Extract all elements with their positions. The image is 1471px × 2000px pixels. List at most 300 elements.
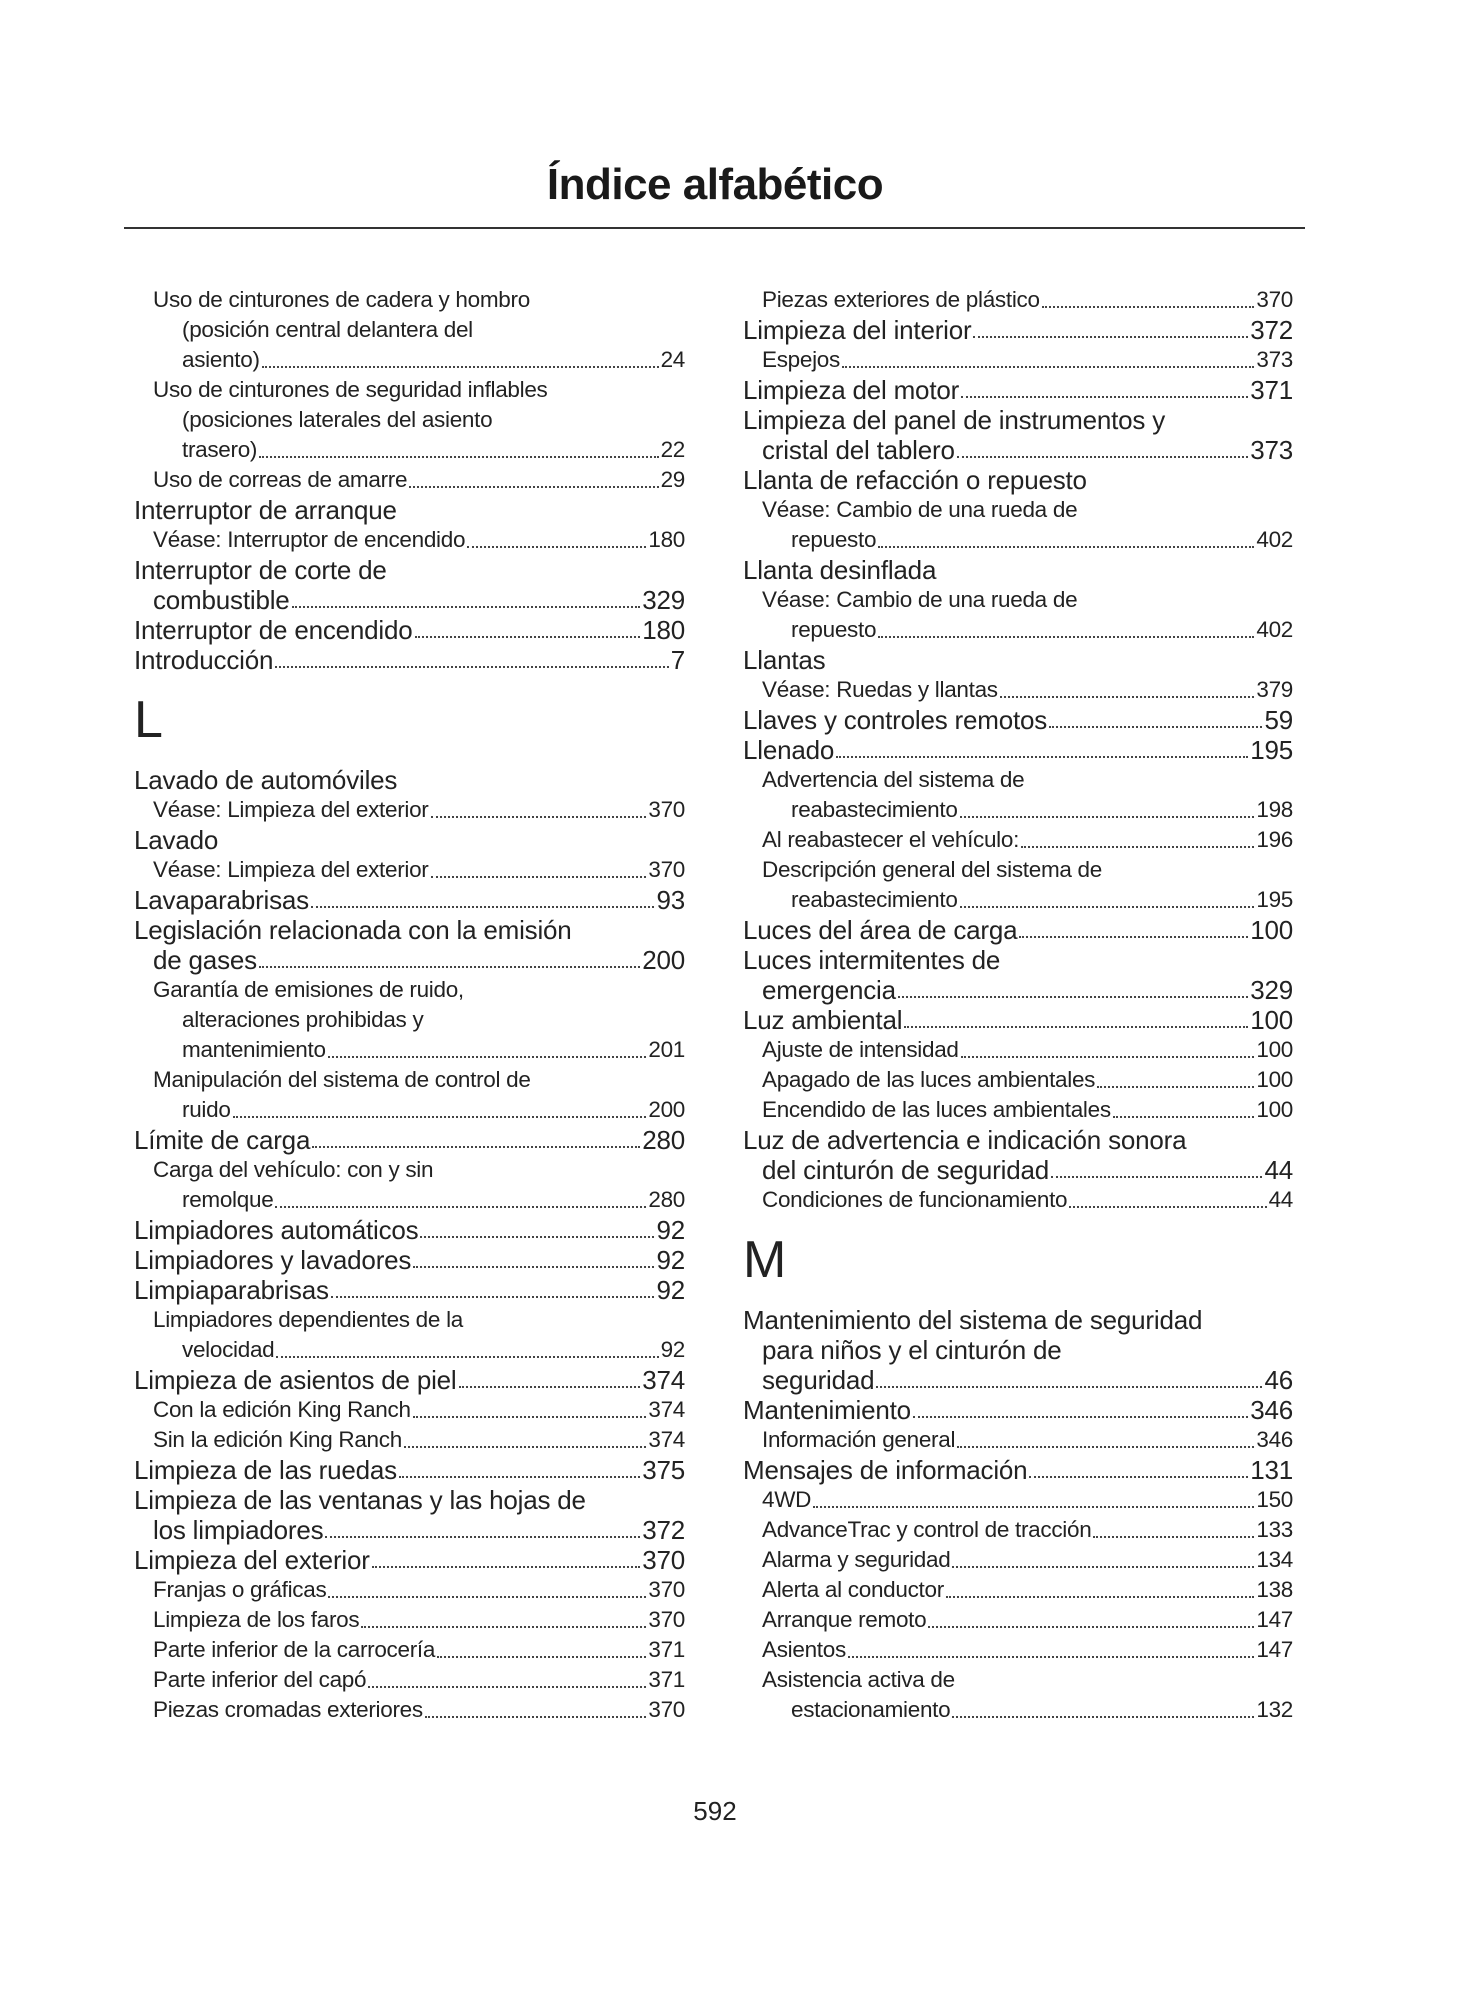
dot-leader <box>836 756 1248 758</box>
entry-page-number: 92 <box>656 1274 685 1305</box>
index-entry <box>743 375 1293 405</box>
entry-page-number: 346 <box>1250 1394 1293 1425</box>
index-entry <box>134 645 685 675</box>
index-entry <box>134 1635 685 1665</box>
index-entry <box>743 1605 1293 1635</box>
entry-page-number: 371 <box>1250 374 1293 405</box>
entry-text: Descripción general del sistema de <box>762 857 1102 882</box>
entry-text: Luces del área de carga <box>743 914 1018 945</box>
index-entry <box>134 1545 685 1575</box>
dot-leader <box>259 456 658 458</box>
entry-page-number: 133 <box>1256 1517 1293 1542</box>
dot-leader <box>1021 846 1254 848</box>
entry-page-number: 373 <box>1256 347 1293 372</box>
dot-leader <box>437 1656 646 1658</box>
entry-text: Véase: Cambio de una rueda de <box>762 587 1078 612</box>
page-number: 592 <box>693 1796 737 1826</box>
dot-leader <box>361 1626 646 1628</box>
dot-leader <box>259 966 640 968</box>
dot-leader <box>1019 936 1248 938</box>
entry-text: repuesto <box>791 617 877 642</box>
entry-text: Limpieza del exterior <box>134 1544 370 1575</box>
dot-leader <box>431 876 647 878</box>
dot-leader <box>961 396 1248 398</box>
entry-text: Alerta al conductor <box>762 1577 944 1602</box>
dot-leader <box>404 1446 646 1448</box>
entry-text: Limpieza de las ruedas <box>134 1454 397 1485</box>
index-entry <box>134 585 685 615</box>
entry-page-number: 29 <box>660 467 685 492</box>
entry-text: Alarma y seguridad <box>762 1547 951 1572</box>
entry-text: Limpieza de asientos de piel <box>134 1364 457 1395</box>
entry-page-number: 147 <box>1256 1637 1293 1662</box>
entry-text: Asistencia activa de <box>762 1667 955 1692</box>
entry-page-number: 100 <box>1250 1004 1293 1035</box>
entry-text: Limpiadores automáticos <box>134 1214 419 1245</box>
dot-leader <box>1097 1086 1254 1088</box>
page-title: Índice alfabético <box>546 160 884 209</box>
index-entry <box>743 345 1293 375</box>
index-entry <box>134 795 685 825</box>
index-entry <box>134 615 685 645</box>
index-entry <box>743 1065 1293 1095</box>
index-entry <box>743 1665 1293 1695</box>
entry-text: trasero) <box>182 437 258 462</box>
entry-text: Con la edición King Ranch <box>153 1397 411 1422</box>
entry-page-number: 280 <box>642 1124 685 1155</box>
entry-page-number: 131 <box>1250 1454 1293 1485</box>
index-entry <box>134 345 685 375</box>
entry-text: Interruptor de corte de <box>134 554 387 585</box>
entry-page-number: 92 <box>656 1214 685 1245</box>
entry-text: Introducción <box>134 644 274 675</box>
index-column-left <box>134 285 685 1725</box>
entry-text: Luces intermitentes de <box>743 944 1001 975</box>
dot-leader <box>848 1656 1254 1658</box>
index-entry <box>743 705 1293 735</box>
entry-text: Lavado <box>134 824 219 855</box>
entry-page-number: 100 <box>1256 1067 1293 1092</box>
entry-text: de gases <box>153 944 257 975</box>
index-entry <box>743 855 1293 885</box>
index-entry <box>743 1545 1293 1575</box>
dot-leader <box>425 1716 647 1718</box>
index-entry <box>743 1455 1293 1485</box>
dot-leader <box>842 366 1254 368</box>
dot-leader <box>928 1626 1254 1628</box>
index-entry <box>743 825 1293 855</box>
index-entry <box>743 555 1293 585</box>
dot-leader <box>1029 1476 1248 1478</box>
entry-page-number: 180 <box>642 614 685 645</box>
entry-text: estacionamiento <box>791 1697 951 1722</box>
dot-leader <box>813 1506 1254 1508</box>
entry-text: Llaves y controles remotos <box>743 704 1048 735</box>
index-entry <box>134 1575 685 1605</box>
entry-text: Llenado <box>743 734 835 765</box>
entry-text: seguridad <box>762 1364 875 1395</box>
entry-page-number: 100 <box>1256 1097 1293 1122</box>
entry-page-number: 371 <box>648 1637 685 1662</box>
entry-text: Sin la edición King Ranch <box>153 1427 402 1452</box>
entry-page-number: 92 <box>656 1244 685 1275</box>
entry-page-number: 329 <box>642 584 685 615</box>
index-entry <box>134 1155 685 1185</box>
index-entry <box>134 825 685 855</box>
index-entry <box>134 915 685 945</box>
dot-leader <box>1000 696 1255 698</box>
dot-leader <box>952 1566 1254 1568</box>
section-letter <box>743 1215 1293 1305</box>
dot-leader <box>413 1416 647 1418</box>
entry-text: Interruptor de arranque <box>134 494 397 525</box>
index-entry <box>134 1485 685 1515</box>
index-entry <box>134 975 685 1005</box>
entry-page-number: 373 <box>1250 434 1293 465</box>
entry-text: Legislación relacionada con la emisión <box>134 914 572 945</box>
entry-page-number: 402 <box>1256 617 1293 642</box>
index-entry <box>743 675 1293 705</box>
entry-page-number: 370 <box>1256 287 1293 312</box>
entry-page-number: 134 <box>1256 1547 1293 1572</box>
entry-page-number: 180 <box>648 527 685 552</box>
entry-text: velocidad <box>182 1337 275 1362</box>
dot-leader <box>957 1446 1254 1448</box>
dot-leader <box>275 666 668 668</box>
entry-text: Arranque remoto <box>762 1607 927 1632</box>
entry-page-number: 150 <box>1256 1487 1293 1512</box>
entry-text: (posiciones laterales del asiento <box>182 407 493 432</box>
entry-page-number: 24 <box>660 347 685 372</box>
entry-text: asiento) <box>182 347 260 372</box>
index-entry <box>134 1425 685 1455</box>
entry-text: Llanta de refacción o repuesto <box>743 464 1087 495</box>
dot-leader <box>878 546 1254 548</box>
index-entry <box>134 1125 685 1155</box>
index-entry <box>743 495 1293 525</box>
entry-text: Limpieza de los faros <box>153 1607 360 1632</box>
index-entry <box>743 1635 1293 1665</box>
entry-text: Véase: Limpieza del exterior <box>153 857 429 882</box>
section-letter-label: L <box>134 691 163 749</box>
section-letter-label: M <box>743 1231 787 1289</box>
dot-leader <box>413 1266 654 1268</box>
dot-leader <box>420 1236 654 1238</box>
dot-leader <box>876 1386 1262 1388</box>
entry-text: reabastecimiento <box>791 797 958 822</box>
entry-text: Lavaparabrisas <box>134 884 309 915</box>
index-entry <box>743 585 1293 615</box>
entry-text: Información general <box>762 1427 956 1452</box>
index-entry <box>134 1275 685 1305</box>
entry-text: Uso de cinturones de seguridad inflables <box>153 377 548 402</box>
index-entry <box>743 1005 1293 1035</box>
entry-text: Garantía de emisiones de ruido, <box>153 977 464 1002</box>
entry-page-number: 195 <box>1250 734 1293 765</box>
entry-text: Luz de advertencia e indicación sonora <box>743 1124 1187 1155</box>
index-entry <box>134 1395 685 1425</box>
dot-leader <box>898 996 1248 998</box>
index-entry <box>743 1305 1293 1335</box>
index-entry <box>134 1665 685 1695</box>
entry-page-number: 346 <box>1256 1427 1293 1452</box>
entry-text: emergencia <box>762 974 896 1005</box>
entry-page-number: 372 <box>1250 314 1293 345</box>
entry-text: Mantenimiento del sistema de seguridad <box>743 1304 1203 1335</box>
index-entry <box>743 735 1293 765</box>
entry-text: Uso de cinturones de cadera y hombro <box>153 287 530 312</box>
dot-leader <box>946 1596 1254 1598</box>
index-entry <box>743 1365 1293 1395</box>
index-entry <box>743 1695 1293 1725</box>
entry-text: Limpiadores y lavadores <box>134 1244 412 1275</box>
entry-page-number: 200 <box>642 944 685 975</box>
entry-page-number: 201 <box>648 1037 685 1062</box>
entry-text: Véase: Interruptor de encendido <box>153 527 466 552</box>
index-entry <box>134 765 685 795</box>
entry-text: para niños y el cinturón de <box>762 1334 1062 1365</box>
entry-text: cristal del tablero <box>762 434 955 465</box>
entry-text: Piezas cromadas exteriores <box>153 1697 423 1722</box>
index-entry <box>134 495 685 525</box>
dot-leader <box>961 1056 1255 1058</box>
index-entry <box>134 315 685 345</box>
dot-leader <box>399 1476 640 1478</box>
entry-page-number: 379 <box>1256 677 1293 702</box>
entry-text: Carga del vehículo: con y sin <box>153 1157 434 1182</box>
section-letter <box>134 675 685 765</box>
entry-page-number: 402 <box>1256 527 1293 552</box>
dot-leader <box>459 1386 641 1388</box>
entry-text: Limpieza del panel de instrumentos y <box>743 404 1166 435</box>
entry-page-number: 280 <box>648 1187 685 1212</box>
index-entry <box>134 855 685 885</box>
entry-page-number: 93 <box>656 884 685 915</box>
entry-page-number: 92 <box>660 1337 685 1362</box>
entry-text: Al reabastecer el vehículo: <box>762 827 1020 852</box>
index-entry <box>743 1335 1293 1365</box>
entry-page-number: 59 <box>1264 704 1293 735</box>
entry-page-number: 374 <box>648 1397 685 1422</box>
entry-text: Límite de carga <box>134 1124 311 1155</box>
entry-text: mantenimiento <box>182 1037 326 1062</box>
entry-text: (posición central delantera del <box>182 317 473 342</box>
entry-text: Lavado de automóviles <box>134 764 398 795</box>
entry-page-number: 370 <box>642 1544 685 1575</box>
dot-leader <box>372 1566 641 1568</box>
dot-leader <box>952 1716 1254 1718</box>
index-entry <box>134 1335 685 1365</box>
entry-text: ruido <box>182 1097 231 1122</box>
entry-text: Limpieza del interior <box>743 314 972 345</box>
index-entry <box>134 525 685 555</box>
dot-leader <box>328 1056 647 1058</box>
dot-leader <box>312 1146 640 1148</box>
entry-page-number: 374 <box>642 1364 685 1395</box>
dot-leader <box>328 1596 646 1598</box>
index-entry <box>134 1245 685 1275</box>
index-entry <box>743 525 1293 555</box>
index-entry <box>134 1695 685 1725</box>
entry-text: Mensajes de información <box>743 1454 1028 1485</box>
entry-text: Uso de correas de amarre <box>153 467 408 492</box>
entry-page-number: 44 <box>1268 1187 1293 1212</box>
entry-text: 4WD <box>762 1487 812 1512</box>
entry-text: Parte inferior del capó <box>153 1667 367 1692</box>
entry-text: reabastecimiento <box>791 887 958 912</box>
dot-leader <box>1042 306 1255 308</box>
index-entry <box>134 1065 685 1095</box>
index-entry <box>134 375 685 405</box>
entry-text: Parte inferior de la carrocería <box>153 1637 436 1662</box>
entry-page-number: 200 <box>648 1097 685 1122</box>
entry-text: Encendido de las luces ambientales <box>762 1097 1111 1122</box>
entry-text: Limpiadores dependientes de la <box>153 1307 463 1332</box>
index-entry <box>743 1425 1293 1455</box>
entry-page-number: 147 <box>1256 1607 1293 1632</box>
entry-page-number: 370 <box>648 857 685 882</box>
entry-page-number: 370 <box>648 1577 685 1602</box>
index-entry <box>743 1185 1293 1215</box>
entry-page-number: 198 <box>1256 797 1293 822</box>
index-entry <box>743 1155 1293 1185</box>
entry-text: Apagado de las luces ambientales <box>762 1067 1096 1092</box>
index-entry <box>743 945 1293 975</box>
entry-page-number: 370 <box>648 1607 685 1632</box>
entry-page-number: 370 <box>648 1697 685 1722</box>
index-entry <box>743 1575 1293 1605</box>
entry-text: alteraciones prohibidas y <box>182 1007 424 1032</box>
entry-text: combustible <box>153 584 290 615</box>
dot-leader <box>960 816 1255 818</box>
dot-leader <box>1069 1206 1266 1208</box>
index-entry <box>743 795 1293 825</box>
dot-leader <box>1093 1536 1254 1538</box>
index-entry <box>134 1605 685 1635</box>
index-entry <box>134 1215 685 1245</box>
entry-text: AdvanceTrac y control de tracción <box>762 1517 1092 1542</box>
entry-text: Condiciones de funcionamiento <box>762 1187 1068 1212</box>
index-entry <box>134 1035 685 1065</box>
entry-text: Limpiaparabrisas <box>134 1274 329 1305</box>
index-entry <box>134 285 685 315</box>
dot-leader <box>431 816 647 818</box>
index-entry <box>134 945 685 975</box>
index-entry <box>743 1035 1293 1065</box>
dot-leader <box>973 336 1248 338</box>
entry-text: Llantas <box>743 644 826 675</box>
dot-leader <box>1049 726 1262 728</box>
entry-page-number: 372 <box>642 1514 685 1545</box>
dot-leader <box>878 636 1254 638</box>
entry-page-number: 22 <box>660 437 685 462</box>
index-entry <box>743 1515 1293 1545</box>
dot-leader <box>960 906 1255 908</box>
entry-text: Limpieza de las ventanas y las hojas de <box>134 1484 586 1515</box>
dot-leader <box>467 546 646 548</box>
index-entry <box>134 1455 685 1485</box>
entry-text: Asientos <box>762 1637 846 1662</box>
entry-text: Espejos <box>762 347 840 372</box>
dot-leader <box>233 1116 647 1118</box>
dot-leader <box>409 486 658 488</box>
index-entry <box>743 885 1293 915</box>
entry-text: Advertencia del sistema de <box>762 767 1025 792</box>
index-entry <box>134 555 685 585</box>
entry-page-number: 44 <box>1264 1154 1293 1185</box>
index-entry <box>134 885 685 915</box>
entry-page-number: 329 <box>1250 974 1293 1005</box>
entry-text: Ajuste de intensidad <box>762 1037 959 1062</box>
entry-text: Véase: Limpieza del exterior <box>153 797 429 822</box>
index-entry <box>134 435 685 465</box>
entry-text: Manipulación del sistema de control de <box>153 1067 531 1092</box>
entry-page-number: 100 <box>1256 1037 1293 1062</box>
index-entry <box>743 615 1293 645</box>
index-entry <box>743 765 1293 795</box>
entry-text: remolque <box>182 1187 274 1212</box>
entry-page-number: 371 <box>648 1667 685 1692</box>
index-entry <box>743 435 1293 465</box>
entry-page-number: 195 <box>1256 887 1293 912</box>
entry-page-number: 196 <box>1256 827 1293 852</box>
dot-leader <box>311 906 654 908</box>
dot-leader <box>913 1416 1248 1418</box>
index-entry <box>134 1185 685 1215</box>
index-entry <box>134 465 685 495</box>
entry-text: Franjas o gráficas <box>153 1577 327 1602</box>
entry-text: repuesto <box>791 527 877 552</box>
index-entry <box>134 1305 685 1335</box>
index-entry <box>743 1095 1293 1125</box>
index-entry <box>743 465 1293 495</box>
title-divider <box>124 227 1305 229</box>
entry-text: Limpieza del motor <box>743 374 960 405</box>
dot-leader <box>368 1686 646 1688</box>
index-entry <box>743 645 1293 675</box>
entry-text: Mantenimiento <box>743 1394 911 1425</box>
index-entry <box>134 1095 685 1125</box>
entry-page-number: 375 <box>642 1454 685 1485</box>
index-entry <box>134 1005 685 1035</box>
index-entry <box>743 1125 1293 1155</box>
index-entry <box>743 915 1293 945</box>
entry-page-number: 7 <box>670 644 685 675</box>
entry-page-number: 46 <box>1264 1364 1293 1395</box>
dot-leader <box>292 606 641 608</box>
entry-text: Llanta desinflada <box>743 554 937 585</box>
entry-text: del cinturón de seguridad <box>762 1154 1049 1185</box>
index-entry <box>134 1365 685 1395</box>
dot-leader <box>957 456 1248 458</box>
dot-leader <box>276 1356 658 1358</box>
dot-leader <box>904 1026 1248 1028</box>
entry-text: Piezas exteriores de plástico <box>762 287 1040 312</box>
index-entry <box>134 405 685 435</box>
dot-leader <box>262 366 659 368</box>
index-column-right <box>743 285 1293 1725</box>
entry-text: Luz ambiental <box>743 1004 903 1035</box>
index-entry <box>743 1485 1293 1515</box>
dot-leader <box>1051 1176 1262 1178</box>
dot-leader <box>415 636 641 638</box>
dot-leader <box>331 1296 655 1298</box>
index-entry <box>743 975 1293 1005</box>
entry-page-number: 138 <box>1256 1577 1293 1602</box>
dot-leader <box>325 1536 640 1538</box>
entry-text: Interruptor de encendido <box>134 614 413 645</box>
entry-page-number: 100 <box>1250 914 1293 945</box>
